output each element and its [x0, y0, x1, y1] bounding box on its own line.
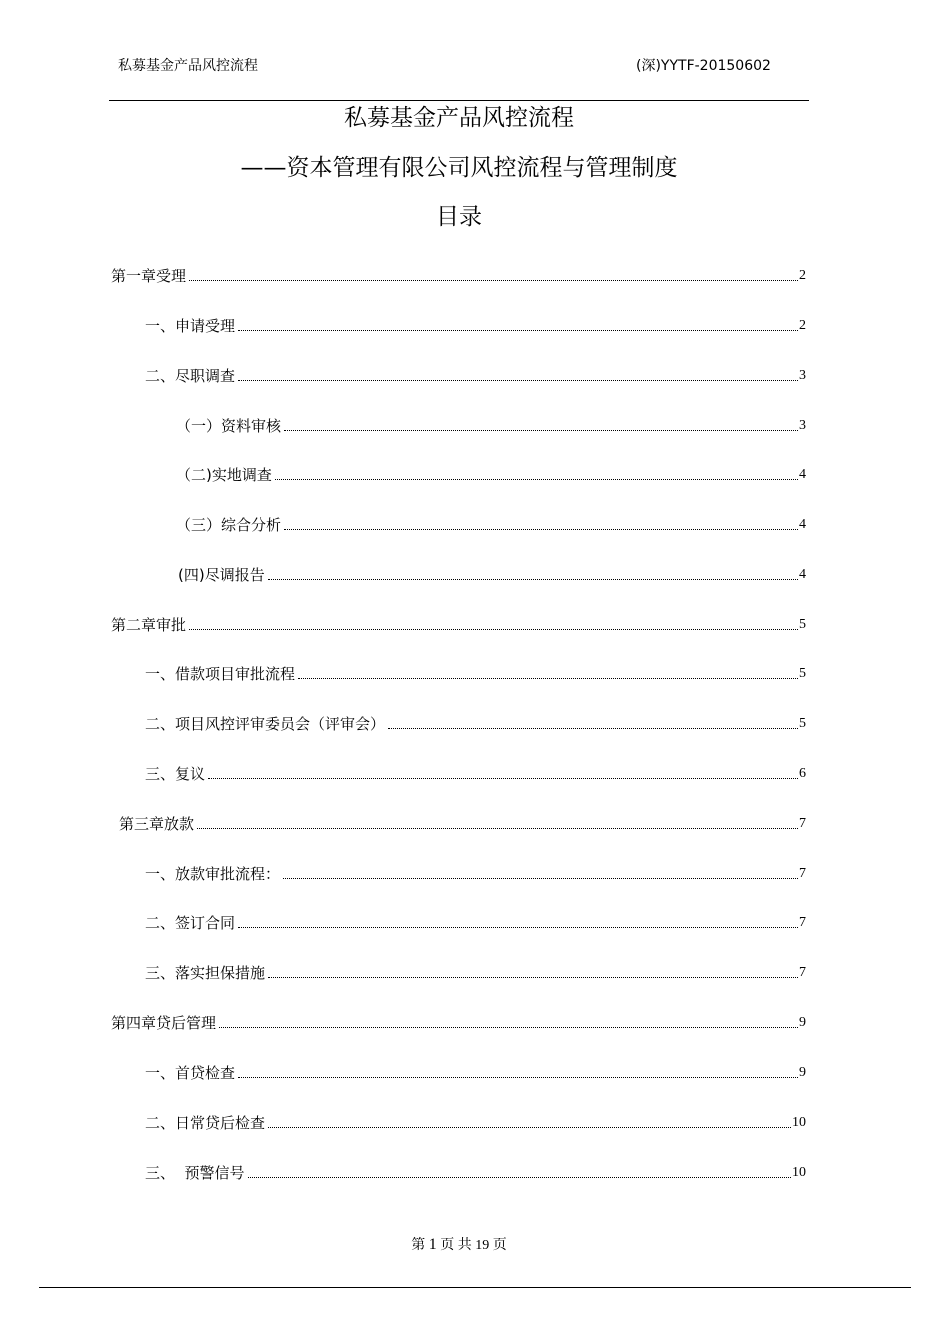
- toc-page-number: 7: [799, 965, 806, 980]
- footer-suffix: 页: [492, 1238, 507, 1253]
- toc-entry[interactable]: [145, 712, 806, 734]
- toc-entry[interactable]: [145, 1061, 806, 1083]
- toc-page-number: 9: [799, 1065, 806, 1080]
- document-title: 私募基金产品风控流程: [344, 105, 574, 131]
- toc-entry[interactable]: [145, 961, 806, 983]
- toc-entry[interactable]: [145, 862, 806, 884]
- toc-entry-text: 三、复议: [145, 765, 206, 783]
- toc-dot-leader: [238, 927, 798, 928]
- toc-dot-leader: [298, 678, 798, 679]
- toc-entry-chapter-4[interactable]: [111, 1011, 806, 1033]
- toc-entry[interactable]: [176, 414, 806, 436]
- toc-page-number: 2: [799, 268, 806, 283]
- toc-page-number: 5: [799, 716, 806, 731]
- toc-dot-leader: [275, 479, 798, 480]
- toc-entry[interactable]: [145, 1111, 806, 1133]
- header-divider: [109, 100, 809, 101]
- footer-middle: 页 共: [440, 1238, 472, 1253]
- toc-entry-text: 三、落实担保措施: [145, 964, 266, 982]
- toc-page-number: 5: [799, 666, 806, 681]
- toc-page-number: 7: [799, 915, 806, 930]
- toc-entry-text: 二、签订合同: [145, 914, 236, 932]
- toc-entry-text: 二、尽职调查: [145, 367, 236, 385]
- toc-heading: 目录: [436, 204, 482, 230]
- toc-entry-chapter-3[interactable]: [119, 812, 806, 834]
- toc-dot-leader: [238, 1077, 798, 1078]
- toc-dot-leader: [284, 529, 798, 530]
- toc-page-number: 2: [799, 318, 806, 333]
- toc-page-number: 5: [799, 617, 806, 632]
- toc-page-number: 4: [799, 467, 806, 482]
- toc-page-number: 3: [799, 418, 806, 433]
- toc-entry-text: （二)实地调查: [176, 466, 272, 484]
- document-subtitle: ——资本管理有限公司风控流程与管理制度: [240, 155, 678, 181]
- toc-entry[interactable]: [176, 513, 806, 535]
- toc-entry-text: 第三章放款: [119, 815, 195, 833]
- footer-prefix: 第: [411, 1238, 426, 1253]
- toc-page-number: 7: [799, 866, 806, 881]
- toc-entry-text: 第四章贷后管理: [111, 1014, 217, 1032]
- toc-entry[interactable]: [178, 563, 806, 585]
- footer-divider: [39, 1287, 911, 1288]
- toc-entry-text: （三）综合分析: [176, 516, 282, 534]
- toc-entry-text: 二、项目风控评审委员会（评审会）: [145, 715, 386, 733]
- toc-dot-leader: [248, 1177, 791, 1178]
- toc-entry-text: （一）资料审核: [176, 417, 282, 435]
- toc-entry[interactable]: [145, 1161, 806, 1183]
- toc-entry-text: 三、 预警信号: [145, 1164, 245, 1182]
- toc-entry[interactable]: [145, 911, 806, 933]
- toc-entry-chapter-2[interactable]: [111, 613, 806, 635]
- toc-page-number: 9: [799, 1015, 806, 1030]
- toc-dot-leader: [189, 280, 798, 281]
- toc-dot-leader: [208, 778, 798, 779]
- toc-entry-text: 一、申请受理: [145, 317, 236, 335]
- toc-entry-text: 一、放款审批流程：: [145, 865, 281, 883]
- toc-dot-leader: [238, 330, 798, 331]
- toc-entry[interactable]: [145, 314, 806, 336]
- toc-dot-leader: [283, 878, 798, 879]
- toc-entry[interactable]: [145, 662, 806, 684]
- toc-entry-text: 第一章受理: [111, 267, 187, 285]
- toc-entry[interactable]: [176, 463, 806, 485]
- toc-entry-chapter-1[interactable]: [111, 264, 806, 286]
- toc-entry-text: 一、首贷检查: [145, 1064, 236, 1082]
- running-header-code: (深)YYTF-20150602: [636, 58, 771, 74]
- toc-dot-leader: [238, 380, 798, 381]
- toc-page-number: 7: [799, 816, 806, 831]
- running-header-title: 私募基金产品风控流程: [118, 58, 258, 74]
- toc-page-number: 6: [799, 766, 806, 781]
- toc-entry-text: 第二章审批: [111, 616, 187, 634]
- toc-dot-leader: [388, 728, 798, 729]
- toc-entry[interactable]: [145, 364, 806, 386]
- toc-page-number: 10: [792, 1165, 806, 1180]
- toc-dot-leader: [268, 977, 798, 978]
- toc-dot-leader: [268, 579, 798, 580]
- toc-dot-leader: [197, 828, 798, 829]
- toc-entry-text: 一、借款项目审批流程: [145, 665, 296, 683]
- toc-dot-leader: [219, 1027, 798, 1028]
- toc-entry[interactable]: [145, 762, 806, 784]
- toc-entry-text: (四)尽调报告: [178, 566, 265, 584]
- toc-dot-leader: [189, 629, 798, 630]
- total-page-count: 19: [475, 1238, 490, 1253]
- current-page-number: 1: [428, 1236, 437, 1253]
- toc-page-number: 4: [799, 567, 806, 582]
- toc-page-number: 4: [799, 517, 806, 532]
- toc-page-number: 3: [799, 368, 806, 383]
- toc-dot-leader: [284, 430, 798, 431]
- toc-entry-text: 二、日常贷后检查: [145, 1114, 266, 1132]
- toc-dot-leader: [268, 1127, 791, 1128]
- toc-page-number: 10: [792, 1115, 806, 1130]
- page-footer: [0, 1235, 934, 1256]
